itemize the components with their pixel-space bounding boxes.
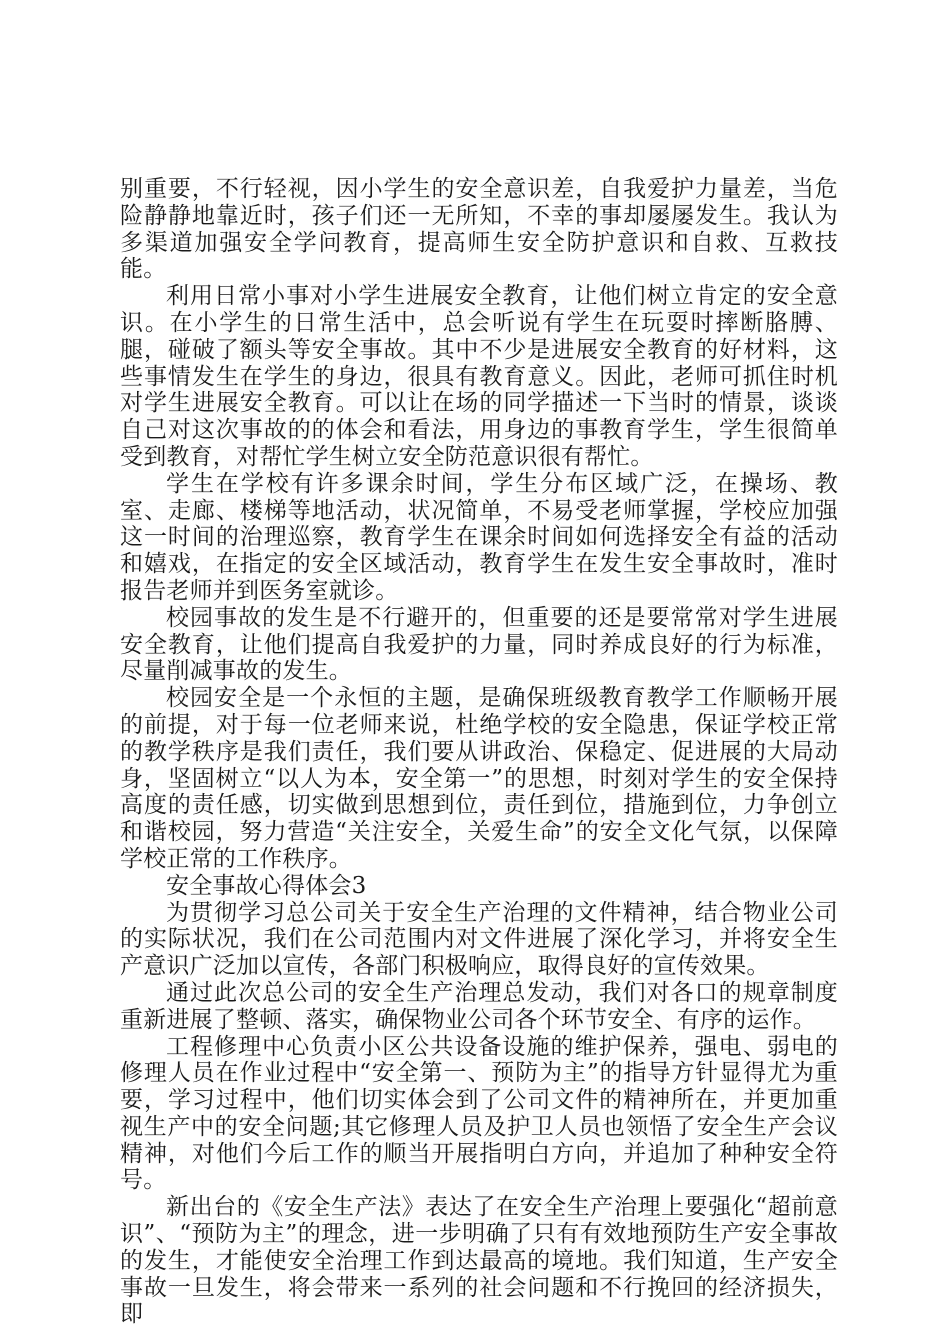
paragraph: 新出台的《安全生产法》表达了在安全生产治理上要强化“超前意识”、“预防为主”的理念，进一步明确了只有有效地预防生产安全事故的发生，才能使安全治理工作到达最高的境地。我们知道，生产安全事故一旦发生，将会带来一系列的社会问题和不行挽回的经济损失，即	[120, 1194, 838, 1328]
paragraph: 为贯彻学习总公司关于安全生产治理的文件精神，结合物业公司的实际状况，我们在公司范围内对文件进展了深化学习，并将安全生产意识广泛加以宣传，各部门积极响应，取得良好的宣传效果。	[120, 899, 838, 980]
paragraph-continuation: 别重要，不行轻视，因小学生的安全意识差，自我爱护力量差，当危险静静地靠近时，孩子们还一无所知，不幸的事却屡屡发生。我认为多渠道加强安全学问教育，提高师生安全防护意识和自救、互救技能。	[120, 176, 838, 283]
paragraph: 工程修理中心负责小区公共设备设施的维护保养，强电、弱电的修理人员在作业过程中“安全第一、预防为主”的指导方针显得尤为重要，学习过程中，他们切实体会到了公司文件的精神所在，并更加重视生产中的安全问题;其它修理人员及护卫人员也领悟了安全生产会议精神，对他们今后工作的顺当开展指明白方向，并追加了种种安全符号。	[120, 1033, 838, 1194]
section-heading: 安全事故心得体会3	[166, 872, 367, 899]
paragraph: 校园安全是一个永恒的主题，是确保班级教育教学工作顺畅开展的前提，对于每一位老师来说，杜绝学校的安全隐患，保证学校正常的教学秩序是我们责任，我们要从讲政治、保稳定、促进展的大局动身，坚固树立“以人为本，安全第一”的思想，时刻对学生的安全保持高度的责任感，切实做到思想到位，责任到位，措施到位，力争创立和谐校园，努力营造“关注安全，关爱生命”的安全文化气氛，以保障学校正常的工作秩序。	[120, 685, 838, 872]
paragraph: 利用日常小事对小学生进展安全教育，让他们树立肯定的安全意识。在小学生的日常生活中，总会听说有学生在玩耍时摔断胳膊、腿，碰破了额头等安全事故。其中不少是进展安全教育的好材料，这些事情发生在学生的身边，很具有教育意义。因此，老师可抓住时机对学生进展安全教育。可以让在场的同学描述一下当时的情景，谈谈自己对这次事故的的体会和看法，用身边的事教育学生，学生很简单受到教育，对帮忙学生树立安全防范意识很有帮忙。	[120, 283, 838, 470]
document-page	[120, 176, 838, 1328]
paragraph: 学生在学校有许多课余时间，学生分布区域广泛，在操场、教室、走廊、楼梯等地活动，状况简单，不易受老师掌握，学校应加强这一时间的治理巡察，教育学生在课余时间如何选择安全有益的活动和嬉戏，在指定的安全区域活动，教育学生在发生安全事故时，准时报告老师并到医务室就诊。	[120, 470, 838, 604]
paragraph: 校园事故的发生是不行避开的，但重要的还是要常常对学生进展安全教育，让他们提高自我爱护的力量，同时养成良好的行为标准，尽量削减事故的发生。	[120, 604, 838, 685]
paragraph: 通过此次总公司的安全生产治理总发动，我们对各口的规章制度重新进展了整顿、落实，确保物业公司各个环节安全、有序的运作。	[120, 979, 838, 1033]
